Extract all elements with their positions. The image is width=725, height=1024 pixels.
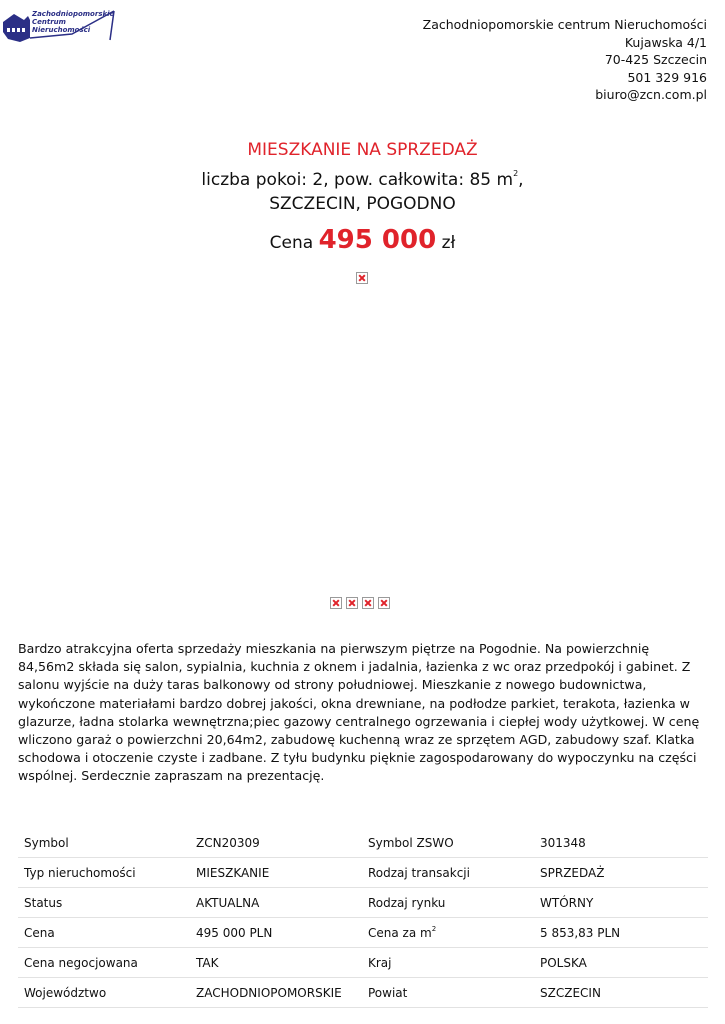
logo-line-3: Nieruchomości [32, 26, 91, 34]
company-city: 70-425 Szczecin [604, 52, 707, 67]
param-value: ZACHODNIOPOMORSKIE [190, 978, 362, 1008]
company-contact [423, 16, 707, 104]
price-label: Cena [269, 233, 314, 253]
table-row [18, 828, 708, 858]
main-photo[interactable] [356, 269, 368, 288]
listing-specs [0, 162, 725, 192]
param-key: Symbol ZSWO [362, 828, 534, 858]
logo-line-1: Zachodniopomorskie [32, 10, 115, 18]
listing-headline [0, 138, 725, 258]
param-value: ZCN20309 [190, 828, 362, 858]
broken-image-icon[interactable] [346, 597, 358, 609]
param-value: 301348 [534, 828, 708, 858]
company-name: Zachodniopomorskie centrum Nieruchomości [422, 17, 707, 32]
company-phone[interactable]: 501 329 916 [627, 69, 707, 85]
price-value: 495 000 [318, 225, 437, 255]
param-key: Województwo [18, 978, 190, 1008]
company-street: Kujawska 4/1 [624, 34, 707, 50]
specs-text: liczba pokoi: 2, pow. całkowita: 85 m [201, 170, 514, 190]
param-key: Status [18, 888, 190, 918]
company-logo[interactable] [2, 8, 118, 44]
param-value: SZCZECIN [534, 978, 708, 1008]
param-key: Rodzaj rynku [362, 888, 534, 918]
param-key: Typ nieruchomości [18, 858, 190, 888]
param-key: Cena negocjowana [18, 948, 190, 978]
param-value: 5 853,83 PLN [534, 918, 708, 948]
param-key-text: Cena za m [368, 926, 432, 940]
param-key: Powiat [362, 978, 534, 1008]
param-value: SPRZEDAŻ [534, 858, 708, 888]
photo-thumbnails [330, 597, 390, 609]
param-key: Kraj [362, 948, 534, 978]
table-row [18, 978, 708, 1008]
param-value: 495 000 PLN [190, 918, 362, 948]
table-row [18, 888, 708, 918]
table-row [18, 948, 708, 978]
table-row [18, 918, 708, 948]
logo-line-2: Centrum [32, 18, 66, 26]
param-key [362, 918, 534, 948]
listing-location: SZCZECIN, POGODNO [269, 194, 456, 214]
broken-image-icon[interactable] [330, 597, 342, 609]
offer-type: MIESZKANIE NA SPRZEDAŻ [247, 140, 478, 160]
listing-params-table [18, 828, 708, 1008]
param-value: AKTUALNA [190, 888, 362, 918]
param-key: Rodzaj transakcji [362, 858, 534, 888]
broken-image-icon [356, 272, 368, 284]
param-value: MIESZKANIE [190, 858, 362, 888]
broken-image-icon[interactable] [362, 597, 374, 609]
broken-image-icon[interactable] [378, 597, 390, 609]
param-value: WTÓRNY [534, 888, 708, 918]
param-key: Symbol [18, 828, 190, 858]
company-email[interactable]: biuro@zcn.com.pl [595, 87, 707, 102]
price-line [0, 225, 725, 258]
param-value: POLSKA [534, 948, 708, 978]
specs-tail: , [518, 170, 524, 190]
param-value: TAK [190, 948, 362, 978]
table-row [18, 858, 708, 888]
listing-description: Bardzo atrakcyjna oferta sprzedaży mieszkania na pierwszym piętrze na Pogodnie. Na powierzchnię 84,56m2 składa się salon, sypialnia, kuchnia z oknem i jadalnia, łazienka z wc oraz przedpokój i gabinet. Z salonu wyjście na duży taras balkonowy od strony południowej. Mieszkanie z nowego budownictwa, wykończone materiałami bardzo dobrej jakości, okna drewniane, na podłodze parkiet, terakota, łazienka w glazurze, ładna stolarka wewnętrzna;piec gazowy centralnego ogrzewania i ciepłej wody użytkowej. W cenę wliczono garaż o powierzchni 20,64m2, zabudowę kuchenną wraz ze sprzętem AGD, zabudowy szaf. Klatka schodowa i otoczenie czyste i zadbane. Z tyłu budynku pięknie zagospodarowany do wypoczynku na części wspólnej. Serdecznie zapraszam na prezentację. [18, 641, 700, 784]
specs-unit-sup: 2 [513, 169, 519, 178]
param-unit-sup: 2 [431, 925, 437, 933]
price-currency: zł [441, 233, 456, 253]
param-key: Cena [18, 918, 190, 948]
